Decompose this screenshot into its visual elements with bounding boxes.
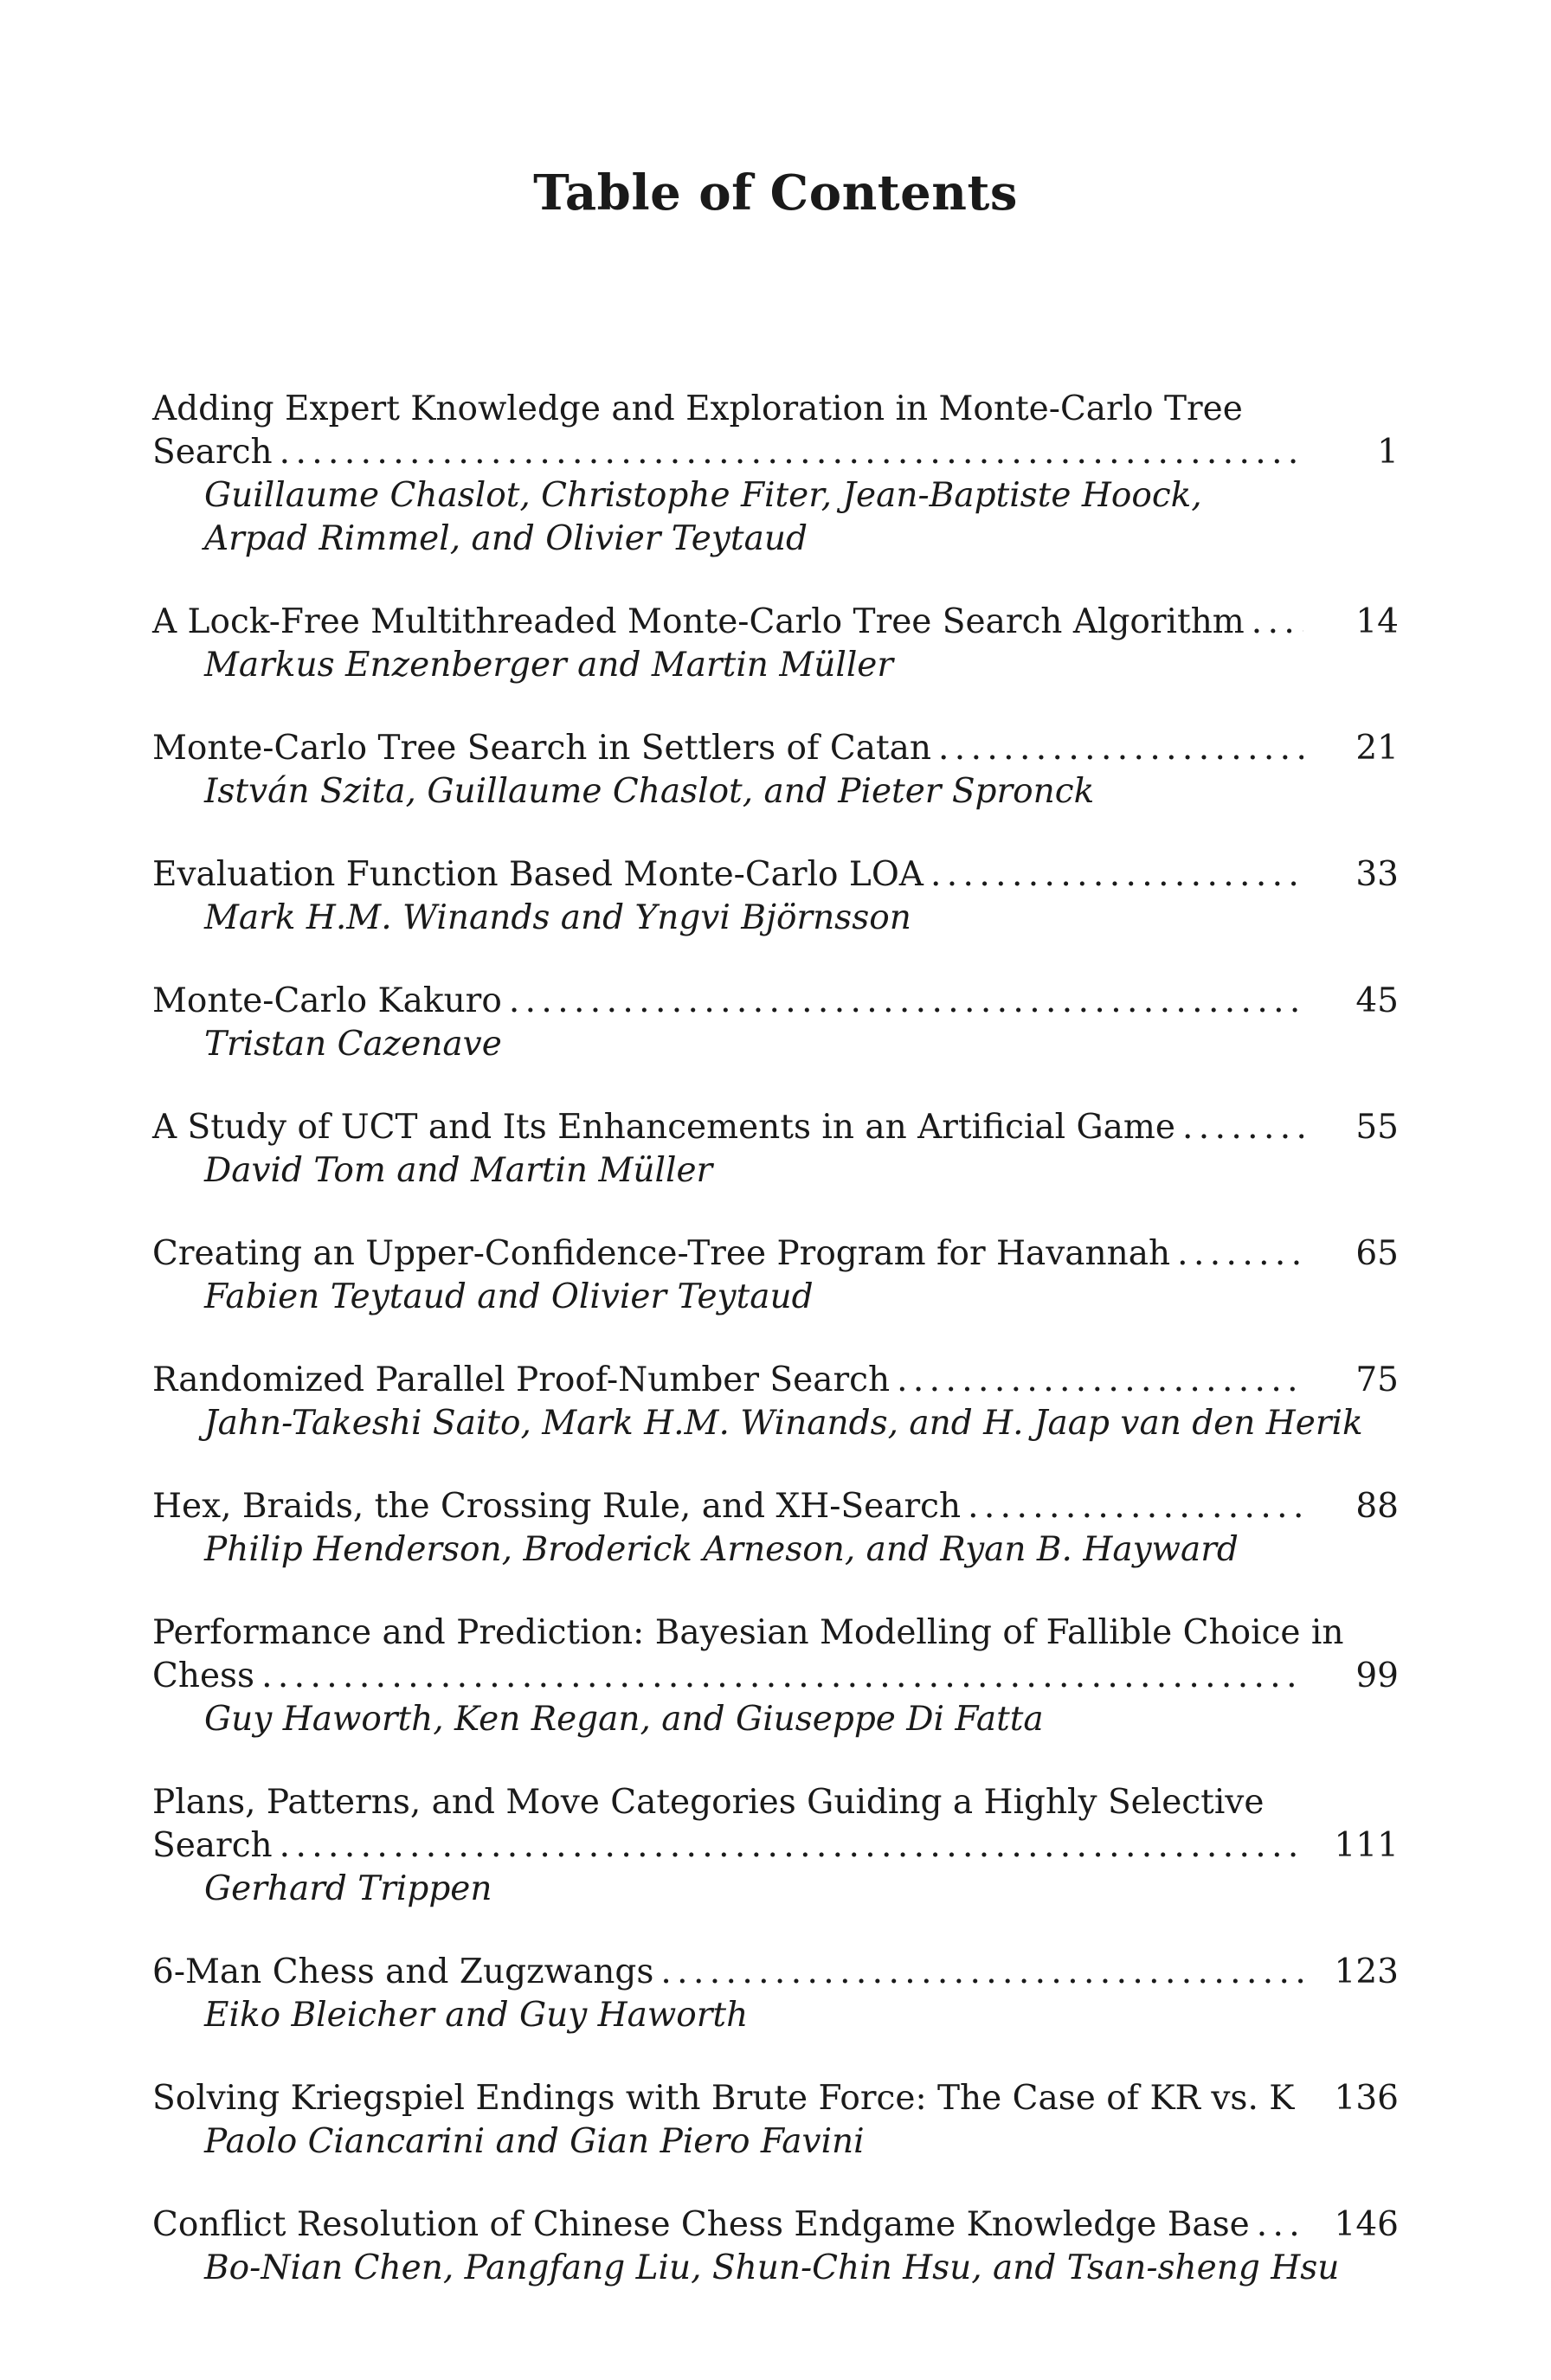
entry-title-line [152, 388, 1399, 431]
entry-authors [152, 770, 1399, 814]
page-number: 123 [1334, 1952, 1399, 1991]
entry-title-line [152, 853, 1399, 897]
page-number: 14 [1355, 602, 1399, 641]
entry-title-line [152, 1781, 1399, 1824]
author-line: Markus Enzenberger and Martin Müller [204, 646, 894, 685]
toc-entry[interactable] [152, 727, 1399, 814]
entry-authors [152, 1149, 1399, 1193]
author-line: Guy Haworth, Ken Regan, and Giuseppe Di Fatta [204, 1700, 1044, 1739]
toc-list [152, 388, 1399, 2330]
page-title: Table of Contents [533, 164, 1018, 222]
entry-title-text: Chess [152, 1656, 255, 1695]
entry-authors [152, 1402, 1399, 1445]
page-number: 75 [1355, 1360, 1399, 1399]
toc-entry[interactable] [152, 1781, 1399, 1911]
entry-authors [152, 1868, 1399, 1911]
dot-leader [1301, 2077, 1303, 2120]
author-line: Eiko Bleicher and Guy Haworth [204, 1996, 749, 2035]
entry-title-text: Conflict Resolution of Chinese Chess Endgame Knowledge Base [152, 2205, 1250, 2244]
entry-title-line [152, 727, 1399, 770]
page-number: 88 [1355, 1487, 1399, 1526]
dot-leader [930, 853, 1303, 897]
author-line: Guillaume Chaslot, Christophe Fiter, Jean-Baptiste Hoock, [204, 476, 1202, 515]
page-number: 65 [1355, 1234, 1399, 1273]
entry-title-line [152, 601, 1399, 644]
entry-title-text: Search [152, 1826, 273, 1865]
page-number: 136 [1334, 2079, 1399, 2118]
entry-title-text: A Study of UCT and Its Enhancements in an Artificial Game [152, 1108, 1175, 1147]
entry-title-text: Plans, Patterns, and Move Categories Guiding a Highly Selective [152, 1783, 1265, 1822]
author-line: Arpad Rimmel, and Olivier Teytaud [204, 519, 808, 558]
author-line: Fabien Teytaud and Olivier Teytaud [204, 1277, 814, 1316]
dot-leader [1182, 1106, 1303, 1149]
toc-entry[interactable] [152, 601, 1399, 687]
dot-leader [280, 1824, 1303, 1868]
entry-title-line [152, 2077, 1399, 2120]
entry-title-text: Solving Kriegspiel Endings with Brute Force: The Case of KR vs. K [152, 2079, 1295, 2118]
dot-leader [280, 431, 1303, 474]
author-line: Jahn-Takeshi Saito, Mark H.M. Winands, and H. Jaap van den Herik [204, 1404, 1363, 1443]
dot-leader [1257, 2203, 1303, 2247]
entry-authors [152, 644, 1399, 687]
entry-title-line [152, 431, 1399, 474]
entry-title-line [152, 2203, 1399, 2247]
toc-entry[interactable] [152, 1485, 1399, 1572]
entry-authors [152, 897, 1399, 940]
dot-leader [1177, 1232, 1303, 1276]
entry-title-line [152, 1106, 1399, 1149]
entry-authors [152, 1023, 1399, 1066]
author-line: Paolo Ciancarini and Gian Piero Favini [204, 2122, 865, 2161]
entry-title-text: Performance and Prediction: Bayesian Modelling of Fallible Choice in [152, 1613, 1344, 1652]
dot-leader [968, 1485, 1303, 1528]
entry-authors [152, 1698, 1399, 1741]
entry-title-text: Monte-Carlo Tree Search in Settlers of Catan [152, 729, 931, 768]
entry-title-text: Monte-Carlo Kakuro [152, 981, 502, 1020]
entry-title-text: Adding Expert Knowledge and Exploration in Monte-Carlo Tree [152, 389, 1243, 428]
entry-authors [152, 2120, 1399, 2164]
toc-entry[interactable] [152, 1951, 1399, 2037]
toc-entry[interactable] [152, 388, 1399, 561]
toc-entry[interactable] [152, 2203, 1399, 2290]
entry-title-text: 6-Man Chess and Zugzwangs [152, 1952, 654, 1991]
entry-title-text: Search [152, 433, 273, 472]
entry-authors [152, 1276, 1399, 1319]
entry-title-line [152, 1951, 1399, 1994]
entry-authors [152, 474, 1399, 561]
page-number: 99 [1355, 1656, 1399, 1695]
author-line: Gerhard Trippen [204, 1869, 492, 1908]
entry-title-line [152, 1824, 1399, 1868]
author-line: Bo-Nian Chen, Pangfang Liu, Shun-Chin Hsu, and Tsan-sheng Hsu [204, 2248, 1340, 2287]
entry-title-line [152, 1655, 1399, 1698]
dot-leader [261, 1655, 1303, 1698]
dot-leader [660, 1951, 1303, 1994]
entry-authors [152, 2247, 1399, 2290]
toc-entry[interactable] [152, 1611, 1399, 1741]
page-number: 1 [1377, 433, 1399, 472]
toc-entry[interactable] [152, 1106, 1399, 1193]
page-number: 55 [1355, 1108, 1399, 1147]
toc-entry[interactable] [152, 2077, 1399, 2164]
toc-entry[interactable] [152, 1232, 1399, 1319]
author-line: Tristan Cazenave [204, 1025, 502, 1064]
entry-authors [152, 1528, 1399, 1572]
toc-entry[interactable] [152, 980, 1399, 1066]
entry-title-line [152, 1359, 1399, 1402]
entry-title-line [152, 1232, 1399, 1276]
dot-leader [509, 980, 1303, 1023]
toc-entry[interactable] [152, 1359, 1399, 1445]
author-line: Philip Henderson, Broderick Arneson, and Ryan B. Hayward [204, 1530, 1239, 1569]
toc-entry[interactable] [152, 853, 1399, 940]
author-line: Mark H.M. Winands and Yngvi Björnsson [204, 898, 911, 937]
entry-title-text: Randomized Parallel Proof-Number Search [152, 1360, 891, 1399]
entry-title-line [152, 1611, 1399, 1655]
page-number: 21 [1355, 729, 1399, 768]
entry-authors [152, 1994, 1399, 2037]
entry-title-line [152, 1485, 1399, 1528]
entry-title-text: Evaluation Function Based Monte-Carlo LOA [152, 855, 924, 894]
entry-title-text: Creating an Upper-Confidence-Tree Program for Havannah [152, 1234, 1171, 1273]
author-line: David Tom and Martin Müller [204, 1151, 713, 1190]
dot-leader [897, 1359, 1303, 1402]
dot-leader [938, 727, 1303, 770]
entry-title-text: Hex, Braids, the Crossing Rule, and XH-Search [152, 1487, 962, 1526]
entry-title-line [152, 980, 1399, 1023]
page-number: 111 [1334, 1826, 1399, 1865]
page-number: 146 [1334, 2205, 1399, 2244]
author-line: István Szita, Guillaume Chaslot, and Pieter Spronck [204, 772, 1095, 811]
entry-title-text: A Lock-Free Multithreaded Monte-Carlo Tree Search Algorithm [152, 602, 1245, 641]
dot-leader [1252, 601, 1303, 644]
page-number: 33 [1355, 855, 1399, 894]
page-number: 45 [1355, 981, 1399, 1020]
